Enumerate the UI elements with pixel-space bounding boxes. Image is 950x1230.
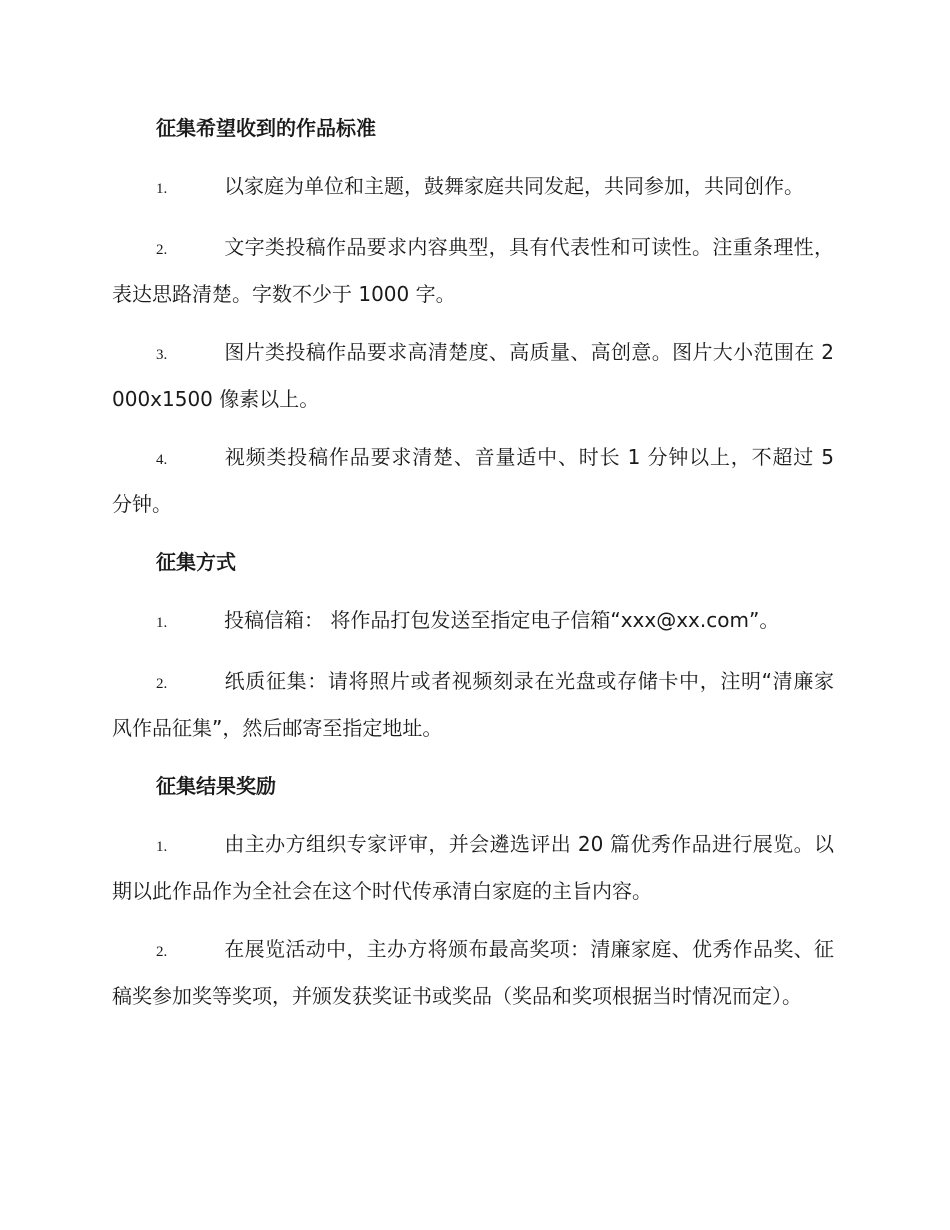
list-number: 1. bbox=[156, 839, 168, 855]
list-item bbox=[112, 927, 834, 1018]
list-number: 1. bbox=[156, 615, 168, 631]
list-number: 4. bbox=[156, 452, 168, 468]
list-item bbox=[112, 598, 834, 645]
list-text: 文字类投稿作品要求内容典型，具有代表性和可读性。注重条理性，表达思路清楚。字数不少于 1000 字。 bbox=[112, 235, 834, 306]
list-number: 2. bbox=[156, 944, 168, 960]
list-text: 视频类投稿作品要求清楚、音量适中、时长 1 分钟以上，不超过 5 分钟。 bbox=[112, 445, 834, 516]
list-item bbox=[112, 822, 834, 913]
list-text: 以家庭为单位和主题，鼓舞家庭共同发起，共同参加，共同创作。 bbox=[224, 174, 804, 198]
list-item bbox=[112, 330, 834, 421]
document-body bbox=[112, 106, 834, 1032]
section-heading-method: 征集方式 bbox=[156, 550, 236, 574]
list-text: 纸质征集：请将照片或者视频刻录在光盘或存储卡中，注明“清廉家风作品征集”，然后邮寄至指定地址。 bbox=[112, 669, 834, 740]
section-heading-standards: 征集希望收到的作品标准 bbox=[156, 116, 376, 140]
list-text: 投稿信箱： 将作品打包发送至指定电子信箱“xxx@xx.com”。 bbox=[224, 608, 780, 632]
list-item bbox=[112, 659, 834, 750]
list-number: 2. bbox=[156, 242, 168, 258]
list-text: 由主办方组织专家评审，并会遴选评出 20 篇优秀作品进行展览。以期以此作品作为全社会在这个时代传承清白家庭的主旨内容。 bbox=[112, 832, 834, 903]
list-number: 2. bbox=[156, 676, 168, 692]
list-number: 1. bbox=[156, 181, 168, 197]
list-text: 在展览活动中，主办方将颁布最高奖项：清廉家庭、优秀作品奖、征稿奖参加奖等奖项，并颁发获奖证书或奖品（奖品和奖项根据当时情况而定）。 bbox=[112, 937, 834, 1008]
list-item bbox=[112, 225, 834, 316]
section-heading-rewards: 征集结果奖励 bbox=[156, 774, 276, 798]
list-text: 图片类投稿作品要求高清楚度、高质量、高创意。图片大小范围在 2000x1500 像素以上。 bbox=[112, 340, 834, 411]
list-item bbox=[112, 435, 834, 526]
list-item bbox=[112, 164, 834, 211]
list-number: 3. bbox=[156, 347, 168, 363]
